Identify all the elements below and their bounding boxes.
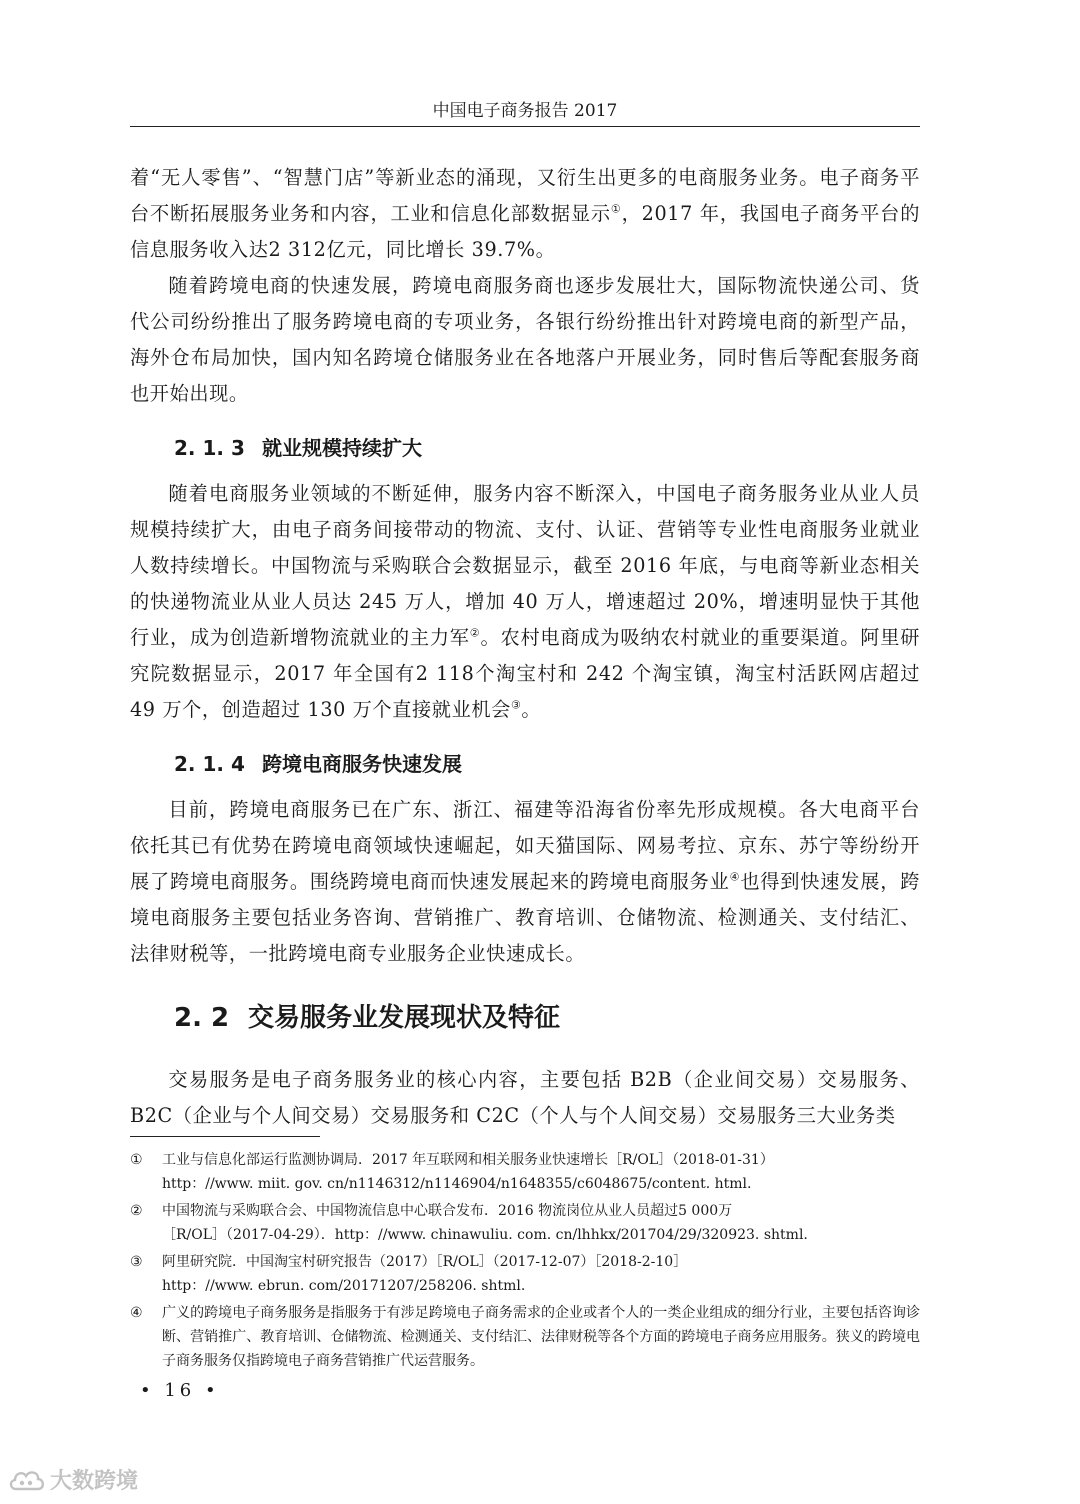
paragraph-5: 交易服务是电子商务服务业的核心内容，主要包括 B2B（企业间交易）交易服务、B2C（企业与个人间交易）交易服务和 C2C（个人与个人间交易）交易服务三大业务类 — [130, 1068, 920, 1127]
section-heading-2-1-3 — [174, 430, 920, 466]
footnote-mark: ② — [130, 1203, 143, 1219]
paragraph-1-text-b: ，2017 年，我国电子商务平台的信息服务收入达2 312亿元，同比增长 39.7%。 — [130, 202, 920, 261]
footnote-text — [162, 1250, 920, 1298]
paragraph-3-text-a: 随着电商服务业领域的不断延伸，服务内容不断深入，中国电子商务服务业从业人员规模持续扩大，由电子商务间接带动的物流、支付、认证、营销等专业性电商服务业就业人数持续增长。中国物流与采购联合会数据显示，截至 2016 年底，与电商等新业态相关的快递物流业从业人员达 245 万人，增加 40 万人，增速超过 20%，增速明显快于其他行业，成为创造新增物流就业的主力军 — [130, 482, 920, 649]
paragraph-4-text-b: 也得到快速发展，跨境电商服务主要包括业务咨询、营销推广、教育培训、仓储物流、检测通关、支付结汇、法律财税等，一批跨境电商专业服务企业快速成长。 — [130, 870, 921, 965]
paragraph-3-text-c: 。 — [521, 698, 542, 721]
section-number: 2. 2 — [174, 1003, 230, 1033]
footnotes — [130, 1148, 920, 1376]
section-heading-2-1-4 — [174, 746, 920, 782]
section-title: 跨境电商服务快速发展 — [262, 752, 462, 776]
footnote-line: 中国物流与采购联合会、中国物流信息中心联合发布．2016 物流岗位从业人员超过5 000万 — [162, 1203, 733, 1219]
footnote-divider — [130, 1136, 320, 1137]
footnote-line: 阿里研究院．中国淘宝村研究报告（2017）［R/OL］（2017-12-07）［2018-2-10］ — [162, 1254, 688, 1270]
section-heading-2-2 — [174, 998, 920, 1038]
paragraph-1 — [130, 160, 920, 268]
watermark — [8, 1464, 138, 1495]
section-title: 交易服务业发展现状及特征 — [248, 1003, 561, 1033]
footnote-2 — [130, 1199, 920, 1247]
footnote-4 — [130, 1301, 920, 1373]
page-number: • 16 • — [140, 1380, 220, 1401]
footnote-ref-4[interactable]: ④ — [729, 870, 741, 884]
footnote-mark: ③ — [130, 1254, 143, 1270]
footnote-ref-1[interactable]: ① — [610, 202, 622, 216]
section-number: 2. 1. 4 — [174, 752, 245, 776]
paragraph-2: 随着跨境电商的快速发展，跨境电商服务商也逐步发展壮大，国际物流快递公司、货代公司纷纷推出了服务跨境电商的专项业务，各银行纷纷推出针对跨境电商的新型产品，海外仓布局加快，国内知名跨境仓储服务业在各地落户开展业务，同时售后等配套服务商也开始出现。 — [130, 274, 920, 405]
footnote-text — [162, 1148, 920, 1196]
footnote-mark: ① — [130, 1152, 143, 1168]
paragraph-4 — [130, 792, 920, 972]
footnote-ref-3[interactable]: ③ — [510, 698, 522, 712]
footnote-line: 工业与信息化部运行监测协调局．2017 年互联网和相关服务业快速增长［R/OL］（2018-01-31） — [162, 1152, 774, 1168]
running-header — [130, 96, 920, 127]
paragraph-3 — [130, 476, 920, 728]
paragraph-3-text-b: 。农村电商成为吸纳农村就业的重要渠道。阿里研究院数据显示，2017 年全国有2 118个淘宝村和 242 个淘宝镇，淘宝村活跃网店超过 49 万个，创造超过 130 万个直接就业机会 — [130, 626, 920, 721]
paragraph-1-text-a: 着“无人零售”、“智慧门店”等新业态的涌现，又衍生出更多的电商服务业务。电子商务平台不断拓展服务业务和内容，工业和信息化部数据显示 — [130, 166, 920, 225]
section-number: 2. 1. 3 — [174, 436, 245, 460]
footnote-mark: ④ — [130, 1305, 143, 1321]
footnote-text: 广义的跨境电子商务服务是指服务于有涉足跨境电子商务需求的企业或者个人的一类企业组成的细分行业，主要包括咨询诊断、营销推广、教育培训、仓储物流、检测通关、支付结汇、法律财税等各个方面的跨境电子商务应用服务。狭义的跨境电子商务服务仅指跨境电子商务营销推广代运营服务。 — [162, 1305, 920, 1369]
footnote-ref-2[interactable]: ② — [469, 626, 481, 640]
paragraph-4-text-a: 目前，跨境电商服务已在广东、浙江、福建等沿海省份率先形成规模。各大电商平台依托其已有优势在跨境电商领域快速崛起，如天猫国际、网易考拉、京东、苏宁等纷纷开展了跨境电商服务。围绕跨境电商而快速发展起来的跨境电商服务业 — [130, 798, 920, 893]
footnote-3 — [130, 1250, 920, 1298]
running-title: 中国电子商务报告 2017 — [432, 101, 618, 121]
footnote-url[interactable]: http：//www. ebrun. com/20171207/258206. shtml. — [162, 1278, 526, 1294]
footnote-text — [162, 1199, 920, 1247]
section-title: 就业规模持续扩大 — [262, 436, 422, 460]
cloud-logo-icon — [8, 1467, 46, 1493]
main-content — [130, 160, 920, 1134]
footnote-url[interactable]: ［R/OL］（2017-04-29）．http：//www. chinawuliu. com. cn/lhhkx/201704/29/320923. shtml. — [162, 1227, 808, 1243]
footnote-url[interactable]: http：//www. miit. gov. cn/n1146312/n1146904/n1648355/c6048675/content. html. — [162, 1176, 752, 1192]
watermark-text: 大数跨境 — [50, 1469, 139, 1494]
footnote-1 — [130, 1148, 920, 1196]
